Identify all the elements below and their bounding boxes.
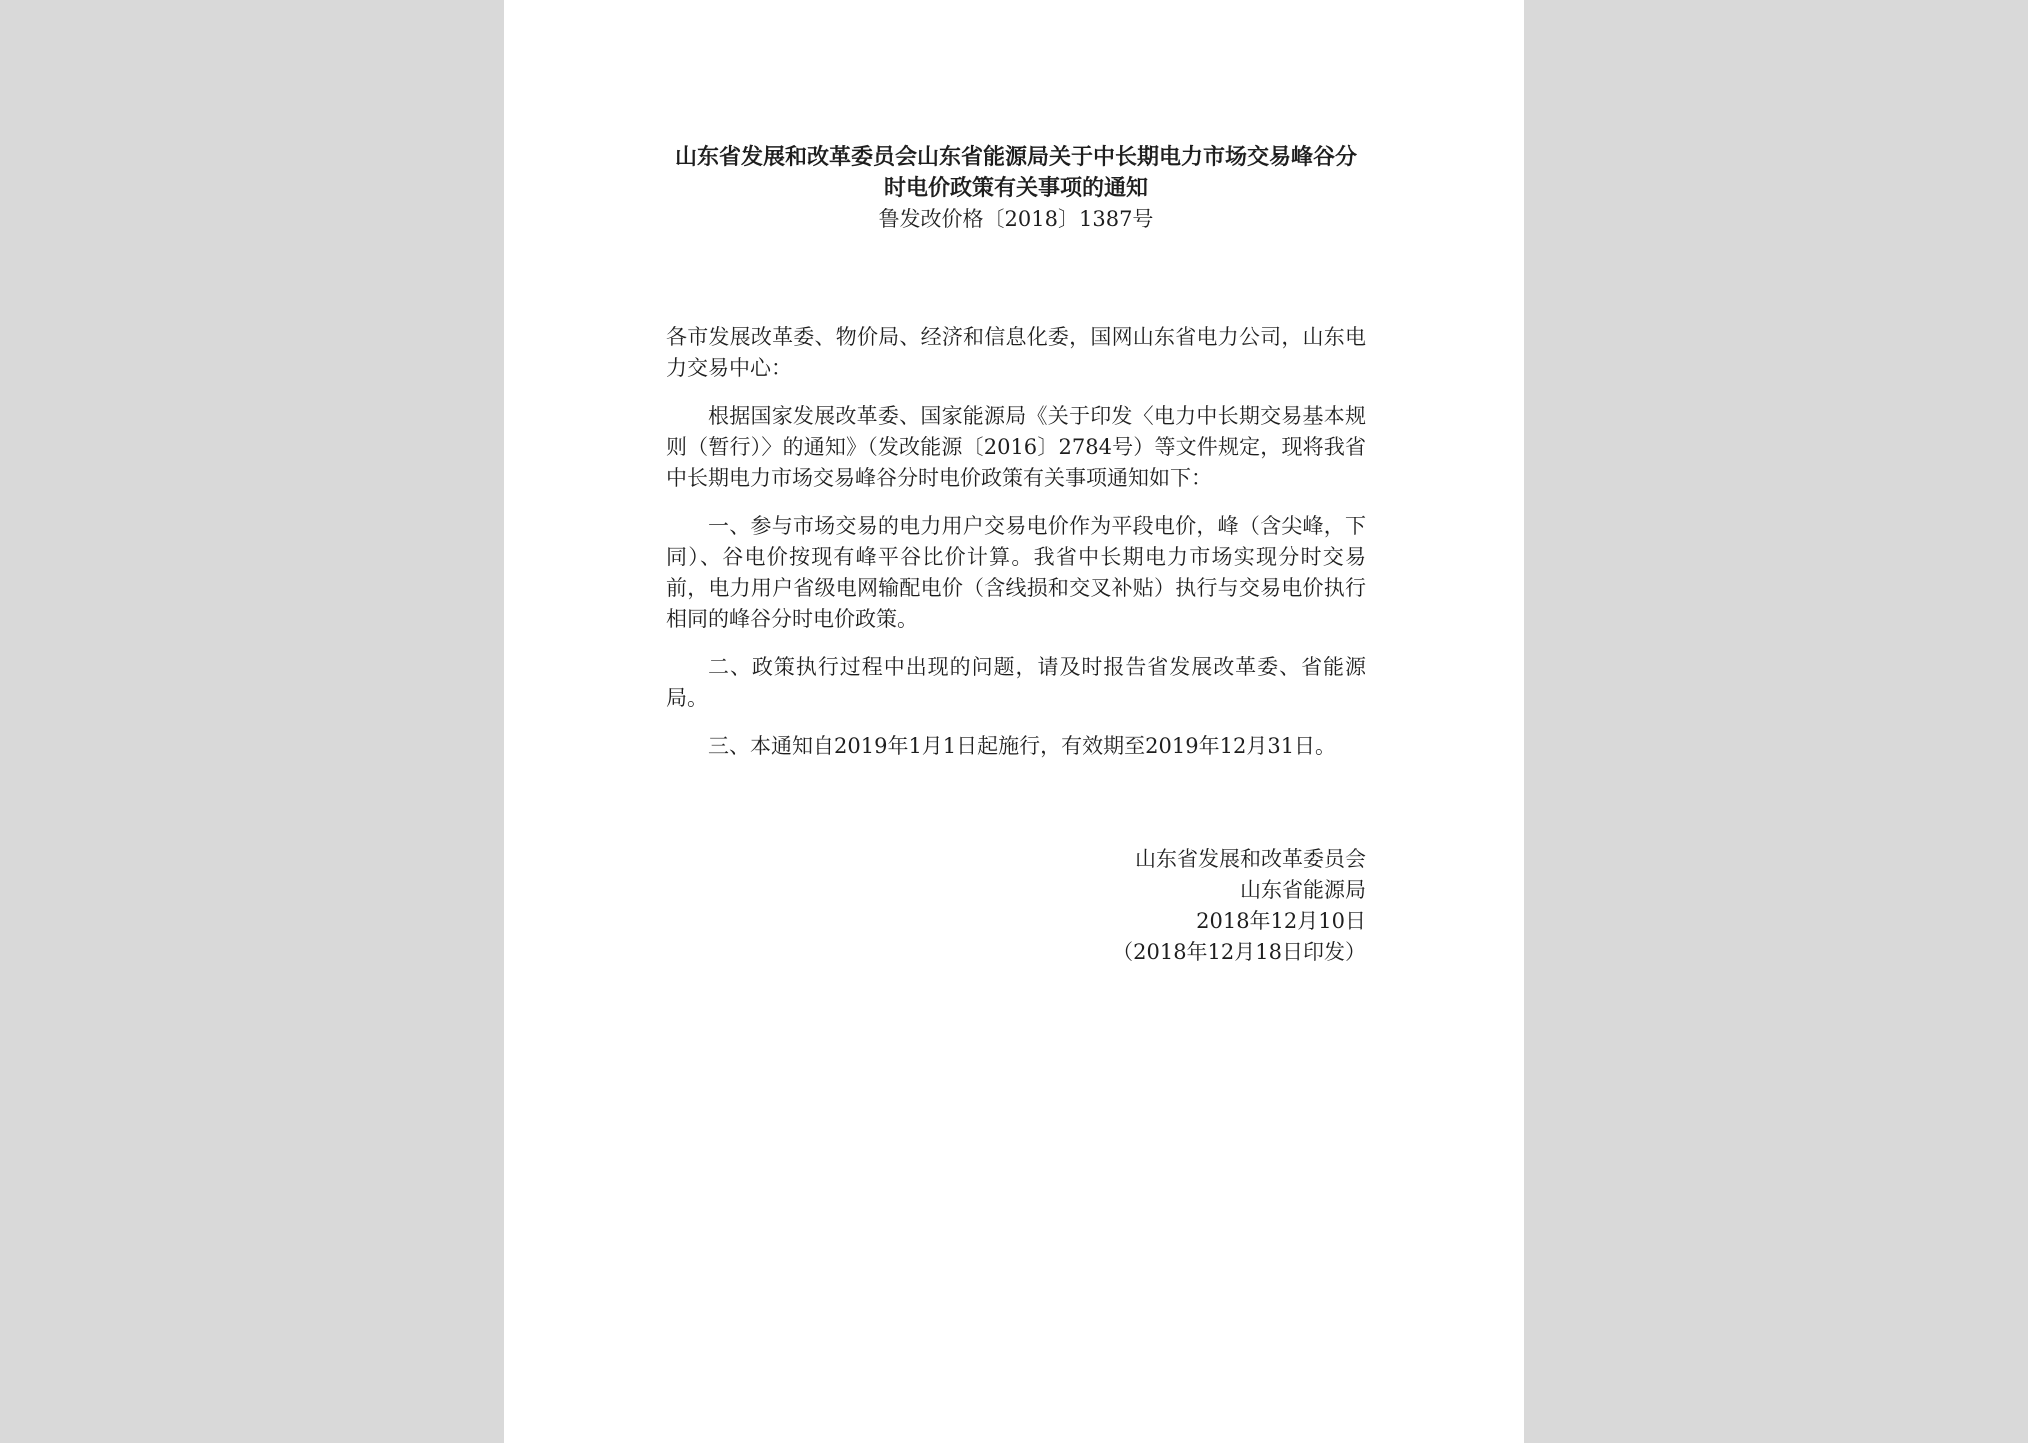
issuer-development-commission: 山东省发展和改革委员会: [1135, 847, 1366, 871]
print-date: （2018年12月18日印发）: [1112, 940, 1366, 964]
paragraph-intro: 根据国家发展改革委、国家能源局《关于印发〈电力中长期交易基本规则（暂行）〉的通知》（发改能源〔2016〕2784号）等文件规定，现将我省中长期电力市场交易峰谷分时电价政策有关事项通知如下：: [666, 404, 1366, 490]
salutation: 各市发展改革委、物价局、经济和信息化委，国网山东省电力公司，山东电力交易中心：: [666, 325, 1366, 380]
paragraph-item-2: 二、政策执行过程中出现的问题，请及时报告省发展改革委、省能源局。: [666, 655, 1366, 710]
signature-block: [666, 844, 1366, 968]
issuer-energy-bureau: 山东省能源局: [1240, 878, 1366, 902]
issue-date: 2018年12月10日: [1196, 909, 1366, 933]
document-number: 鲁发改价格〔2018〕1387号: [878, 207, 1154, 231]
document-page: [504, 0, 1524, 1443]
document-title: 山东省发展和改革委员会山东省能源局关于中长期电力市场交易峰谷分时电价政策有关事项的通知: [674, 144, 1357, 201]
paragraph-item-3: 三、本通知自2019年1月1日起施行，有效期至2019年12月31日。: [708, 734, 1337, 758]
page-content: [666, 142, 1366, 968]
paragraph-item-1: 一、参与市场交易的电力用户交易电价作为平段电价，峰（含尖峰，下同）、谷电价按现有峰平谷比价计算。我省中长期电力市场实现分时交易前，电力用户省级电网输配电价（含线损和交叉补贴）执行与交易电价执行相同的峰谷分时电价政策。: [666, 514, 1366, 631]
